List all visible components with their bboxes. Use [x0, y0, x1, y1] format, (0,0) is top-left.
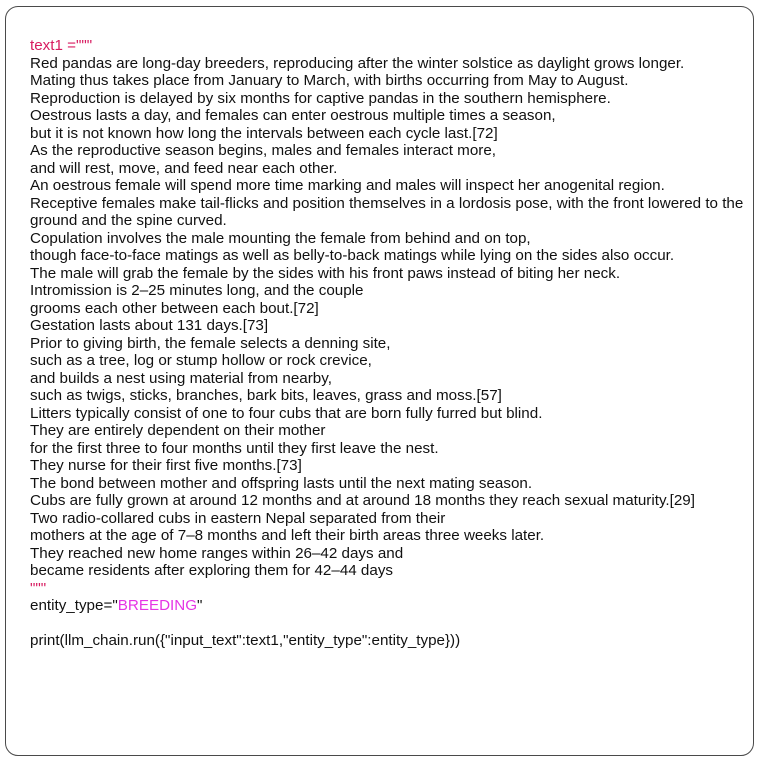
print-statement: print(llm_chain.run({"input_text":text1,"entity_type":entity_type})) — [30, 632, 461, 649]
passage-line: Prior to giving birth, the female selects a denning site, — [30, 334, 391, 352]
passage-line: Litters typically consist of one to four cubs that are born fully furred but blind. — [30, 404, 543, 422]
passage-line: Cubs are fully grown at around 12 months and at around 18 months they reach sexual maturity.[29] — [30, 492, 695, 509]
passage-lines — [30, 55, 748, 580]
passage-line: An oestrous female will spend more time marking and males will inspect her anogenital region. — [30, 177, 665, 194]
passage-line: Two radio-collared cubs in eastern Nepal separated from their — [30, 509, 446, 527]
passage-line: such as a tree, log or stump hollow or rock crevice, — [30, 352, 372, 369]
passage-line: Gestation lasts about 131 days.[73] — [30, 317, 269, 334]
passage-line: They reached new home ranges within 26–42 days and — [30, 544, 404, 562]
passage-line: such as twigs, sticks, branches, bark bits, leaves, grass and moss.[57] — [30, 387, 502, 404]
passage-line: They are entirely dependent on their mother — [30, 422, 326, 439]
entity-suffix: " — [197, 597, 203, 614]
passage-line: The bond between mother and offspring lasts until the next mating season. — [30, 474, 533, 492]
passage-line: and builds a nest using material from nearby, — [30, 369, 332, 387]
passage-line: Mating thus takes place from January to March, with births occurring from May to August. — [30, 72, 629, 89]
passage-line: Copulation involves the male mounting the female from behind and on top, — [30, 229, 531, 247]
passage-line: Reproduction is delayed by six months for captive pandas in the southern hemisphere. — [30, 89, 611, 107]
text-assignment: text1 =""" — [30, 37, 93, 54]
passage-line: Red pandas are long-day breeders, reproducing after the winter solstice as daylight grows longer. — [30, 54, 685, 72]
passage-line: Oestrous lasts a day, and females can enter oestrous multiple times a season, — [30, 107, 556, 124]
entity-value: BREEDING — [117, 597, 198, 614]
closing-quotes: """ — [30, 579, 47, 597]
entity-type-assignment — [30, 597, 748, 615]
passage-line: though face-to-face matings as well as belly-to-back matings while lying on the sides also occur. — [30, 247, 675, 264]
passage-line: Receptive females make tail-flicks and position themselves in a lordosis pose, with the front lowered to the ground and the spine curved. — [30, 194, 748, 229]
code-block — [30, 37, 748, 650]
passage-line: but it is not known how long the intervals between each cycle last.[72] — [30, 124, 498, 142]
passage-line: mothers at the age of 7–8 months and left their birth areas three weeks later. — [30, 527, 545, 544]
passage-line: grooms each other between each bout.[72] — [30, 299, 319, 317]
passage-line: and will rest, move, and feed near each other. — [30, 159, 338, 177]
passage-line: They nurse for their first five months.[73] — [30, 457, 302, 474]
entity-prefix: entity_type=" — [30, 597, 118, 614]
passage-line: Intromission is 2–25 minutes long, and the couple — [30, 282, 364, 299]
blank-line — [30, 615, 748, 633]
passage-line: The male will grab the female by the sides with his front paws instead of biting her neck. — [30, 264, 621, 282]
passage-line: for the first three to four months until they first leave the nest. — [30, 439, 439, 457]
passage-line: As the reproductive season begins, males and females interact more, — [30, 142, 496, 159]
code-panel — [5, 6, 754, 756]
passage-line: became residents after exploring them for 42–44 days — [30, 562, 394, 579]
